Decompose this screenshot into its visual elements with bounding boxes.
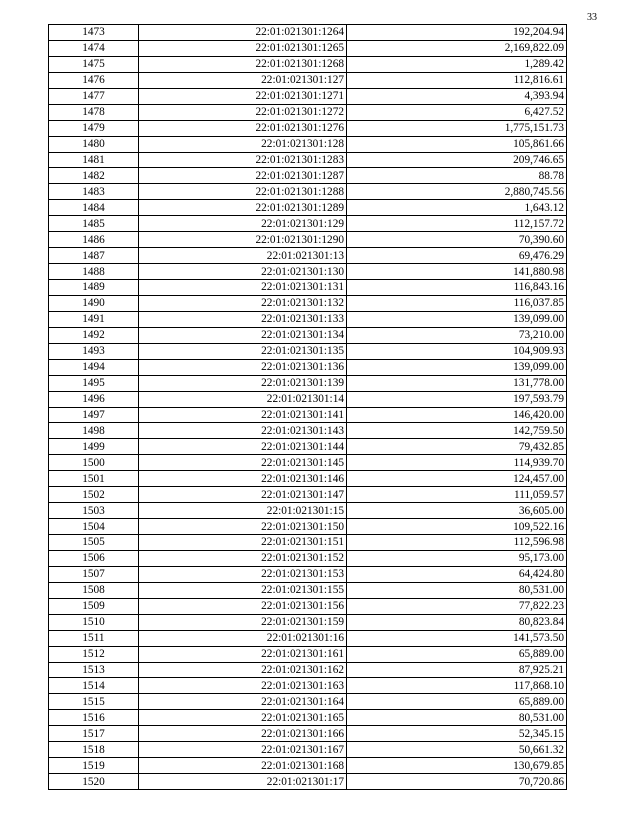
cadastral-number-cell: 22:01:021301:131 (139, 280, 347, 296)
cadastral-value-table (48, 24, 567, 790)
row-number-cell: 1510 (49, 614, 139, 630)
table-row (49, 264, 567, 280)
row-number-cell: 1486 (49, 232, 139, 248)
table-row (49, 726, 567, 742)
row-number-cell: 1483 (49, 184, 139, 200)
table-row (49, 487, 567, 503)
value-cell: 109,522.16 (347, 519, 567, 535)
row-number-cell: 1516 (49, 710, 139, 726)
value-cell: 80,531.00 (347, 710, 567, 726)
cadastral-number-cell: 22:01:021301:17 (139, 774, 347, 790)
value-cell: 79,432.85 (347, 439, 567, 455)
table-row (49, 662, 567, 678)
row-number-cell: 1489 (49, 280, 139, 296)
value-cell: 2,880,745.56 (347, 184, 567, 200)
value-cell: 142,759.50 (347, 423, 567, 439)
row-number-cell: 1505 (49, 535, 139, 551)
cadastral-number-cell: 22:01:021301:1287 (139, 168, 347, 184)
value-cell: 130,679.85 (347, 758, 567, 774)
table-row (49, 774, 567, 790)
table-row (49, 694, 567, 710)
row-number-cell: 1490 (49, 295, 139, 311)
cadastral-number-cell: 22:01:021301:1272 (139, 104, 347, 120)
value-cell: 87,925.21 (347, 662, 567, 678)
table-row (49, 343, 567, 359)
cadastral-number-cell: 22:01:021301:144 (139, 439, 347, 455)
cadastral-number-cell: 22:01:021301:161 (139, 646, 347, 662)
table-row (49, 758, 567, 774)
table-row (49, 311, 567, 327)
cadastral-number-cell: 22:01:021301:151 (139, 535, 347, 551)
table-row (49, 439, 567, 455)
value-cell: 70,390.60 (347, 232, 567, 248)
value-cell: 116,843.16 (347, 280, 567, 296)
value-cell: 141,573.50 (347, 630, 567, 646)
table-row (49, 566, 567, 582)
value-cell: 105,861.66 (347, 136, 567, 152)
value-cell: 52,345.15 (347, 726, 567, 742)
table-row (49, 152, 567, 168)
cadastral-number-cell: 22:01:021301:132 (139, 295, 347, 311)
cadastral-number-cell: 22:01:021301:1265 (139, 40, 347, 56)
table-row (49, 471, 567, 487)
table-row (49, 503, 567, 519)
row-number-cell: 1507 (49, 566, 139, 582)
table-row (49, 678, 567, 694)
value-cell: 112,157.72 (347, 216, 567, 232)
table-row (49, 88, 567, 104)
table-row (49, 25, 567, 41)
table-row (49, 646, 567, 662)
table-row (49, 359, 567, 375)
table-row (49, 614, 567, 630)
table-row (49, 550, 567, 566)
cadastral-number-cell: 22:01:021301:155 (139, 582, 347, 598)
value-cell: 131,778.00 (347, 375, 567, 391)
cadastral-number-cell: 22:01:021301:1268 (139, 56, 347, 72)
table-row (49, 200, 567, 216)
cadastral-number-cell: 22:01:021301:15 (139, 503, 347, 519)
row-number-cell: 1496 (49, 391, 139, 407)
value-cell: 73,210.00 (347, 327, 567, 343)
value-cell: 64,424.80 (347, 566, 567, 582)
row-number-cell: 1504 (49, 519, 139, 535)
cadastral-number-cell: 22:01:021301:1290 (139, 232, 347, 248)
value-cell: 65,889.00 (347, 694, 567, 710)
value-cell: 124,457.00 (347, 471, 567, 487)
value-cell: 209,746.65 (347, 152, 567, 168)
row-number-cell: 1493 (49, 343, 139, 359)
value-cell: 117,868.10 (347, 678, 567, 694)
value-cell: 2,169,822.09 (347, 40, 567, 56)
row-number-cell: 1511 (49, 630, 139, 646)
table-row (49, 280, 567, 296)
table-row (49, 519, 567, 535)
cadastral-number-cell: 22:01:021301:13 (139, 248, 347, 264)
table-row (49, 535, 567, 551)
table-row (49, 72, 567, 88)
table-body (49, 25, 567, 790)
value-cell: 1,643.12 (347, 200, 567, 216)
cadastral-number-cell: 22:01:021301:134 (139, 327, 347, 343)
value-cell: 114,939.70 (347, 455, 567, 471)
cadastral-number-cell: 22:01:021301:127 (139, 72, 347, 88)
cadastral-number-cell: 22:01:021301:16 (139, 630, 347, 646)
row-number-cell: 1500 (49, 455, 139, 471)
value-cell: 111,059.57 (347, 487, 567, 503)
row-number-cell: 1494 (49, 359, 139, 375)
table-row (49, 136, 567, 152)
table-row (49, 40, 567, 56)
row-number-cell: 1491 (49, 311, 139, 327)
value-cell: 4,393.94 (347, 88, 567, 104)
value-cell: 70,720.86 (347, 774, 567, 790)
cadastral-number-cell: 22:01:021301:162 (139, 662, 347, 678)
table-row (49, 423, 567, 439)
cadastral-number-cell: 22:01:021301:133 (139, 311, 347, 327)
cadastral-number-cell: 22:01:021301:1288 (139, 184, 347, 200)
row-number-cell: 1515 (49, 694, 139, 710)
row-number-cell: 1499 (49, 439, 139, 455)
value-cell: 141,880.98 (347, 264, 567, 280)
cadastral-number-cell: 22:01:021301:166 (139, 726, 347, 742)
row-number-cell: 1517 (49, 726, 139, 742)
value-cell: 80,531.00 (347, 582, 567, 598)
cadastral-number-cell: 22:01:021301:153 (139, 566, 347, 582)
row-number-cell: 1487 (49, 248, 139, 264)
row-number-cell: 1478 (49, 104, 139, 120)
row-number-cell: 1473 (49, 25, 139, 41)
row-number-cell: 1479 (49, 120, 139, 136)
cadastral-number-cell: 22:01:021301:152 (139, 550, 347, 566)
row-number-cell: 1503 (49, 503, 139, 519)
cadastral-number-cell: 22:01:021301:156 (139, 598, 347, 614)
value-cell: 6,427.52 (347, 104, 567, 120)
cadastral-number-cell: 22:01:021301:136 (139, 359, 347, 375)
value-cell: 1,775,151.73 (347, 120, 567, 136)
row-number-cell: 1476 (49, 72, 139, 88)
cadastral-number-cell: 22:01:021301:139 (139, 375, 347, 391)
cadastral-number-cell: 22:01:021301:129 (139, 216, 347, 232)
table-row (49, 630, 567, 646)
value-cell: 88.78 (347, 168, 567, 184)
row-number-cell: 1518 (49, 742, 139, 758)
row-number-cell: 1512 (49, 646, 139, 662)
table-row (49, 295, 567, 311)
row-number-cell: 1481 (49, 152, 139, 168)
row-number-cell: 1506 (49, 550, 139, 566)
table-row (49, 248, 567, 264)
cadastral-number-cell: 22:01:021301:150 (139, 519, 347, 535)
cadastral-number-cell: 22:01:021301:146 (139, 471, 347, 487)
row-number-cell: 1495 (49, 375, 139, 391)
cadastral-number-cell: 22:01:021301:141 (139, 407, 347, 423)
cadastral-number-cell: 22:01:021301:167 (139, 742, 347, 758)
value-cell: 77,822.23 (347, 598, 567, 614)
table-row (49, 742, 567, 758)
cadastral-number-cell: 22:01:021301:168 (139, 758, 347, 774)
page-number: 33 (587, 12, 597, 23)
row-number-cell: 1485 (49, 216, 139, 232)
row-number-cell: 1501 (49, 471, 139, 487)
row-number-cell: 1520 (49, 774, 139, 790)
value-cell: 192,204.94 (347, 25, 567, 41)
value-cell: 139,099.00 (347, 359, 567, 375)
value-cell: 50,661.32 (347, 742, 567, 758)
cadastral-number-cell: 22:01:021301:145 (139, 455, 347, 471)
cadastral-number-cell: 22:01:021301:1283 (139, 152, 347, 168)
value-cell: 1,289.42 (347, 56, 567, 72)
value-cell: 65,889.00 (347, 646, 567, 662)
value-cell: 104,909.93 (347, 343, 567, 359)
row-number-cell: 1488 (49, 264, 139, 280)
table-row (49, 455, 567, 471)
row-number-cell: 1513 (49, 662, 139, 678)
table-row (49, 104, 567, 120)
value-cell: 36,605.00 (347, 503, 567, 519)
cadastral-number-cell: 22:01:021301:164 (139, 694, 347, 710)
value-cell: 69,476.29 (347, 248, 567, 264)
row-number-cell: 1508 (49, 582, 139, 598)
table-row (49, 710, 567, 726)
table-row (49, 120, 567, 136)
cadastral-number-cell: 22:01:021301:128 (139, 136, 347, 152)
value-cell: 197,593.79 (347, 391, 567, 407)
row-number-cell: 1477 (49, 88, 139, 104)
table-row (49, 327, 567, 343)
cadastral-number-cell: 22:01:021301:165 (139, 710, 347, 726)
table-row (49, 232, 567, 248)
cadastral-number-cell: 22:01:021301:147 (139, 487, 347, 503)
table-row (49, 391, 567, 407)
cadastral-number-cell: 22:01:021301:1264 (139, 25, 347, 41)
value-cell: 95,173.00 (347, 550, 567, 566)
table-row (49, 184, 567, 200)
cadastral-number-cell: 22:01:021301:1271 (139, 88, 347, 104)
row-number-cell: 1474 (49, 40, 139, 56)
row-number-cell: 1498 (49, 423, 139, 439)
value-cell: 146,420.00 (347, 407, 567, 423)
value-cell: 80,823.84 (347, 614, 567, 630)
value-cell: 139,099.00 (347, 311, 567, 327)
cadastral-number-cell: 22:01:021301:143 (139, 423, 347, 439)
table-row (49, 598, 567, 614)
row-number-cell: 1492 (49, 327, 139, 343)
row-number-cell: 1514 (49, 678, 139, 694)
row-number-cell: 1519 (49, 758, 139, 774)
value-cell: 112,596.98 (347, 535, 567, 551)
row-number-cell: 1484 (49, 200, 139, 216)
row-number-cell: 1497 (49, 407, 139, 423)
cadastral-number-cell: 22:01:021301:163 (139, 678, 347, 694)
value-cell: 112,816.61 (347, 72, 567, 88)
row-number-cell: 1509 (49, 598, 139, 614)
table-row (49, 407, 567, 423)
row-number-cell: 1482 (49, 168, 139, 184)
cadastral-number-cell: 22:01:021301:14 (139, 391, 347, 407)
row-number-cell: 1502 (49, 487, 139, 503)
table-row (49, 56, 567, 72)
cadastral-number-cell: 22:01:021301:159 (139, 614, 347, 630)
table-row (49, 582, 567, 598)
cadastral-number-cell: 22:01:021301:130 (139, 264, 347, 280)
row-number-cell: 1475 (49, 56, 139, 72)
table-row (49, 375, 567, 391)
table-row (49, 216, 567, 232)
cadastral-number-cell: 22:01:021301:1276 (139, 120, 347, 136)
row-number-cell: 1480 (49, 136, 139, 152)
table-row (49, 168, 567, 184)
cadastral-number-cell: 22:01:021301:135 (139, 343, 347, 359)
cadastral-number-cell: 22:01:021301:1289 (139, 200, 347, 216)
value-cell: 116,037.85 (347, 295, 567, 311)
